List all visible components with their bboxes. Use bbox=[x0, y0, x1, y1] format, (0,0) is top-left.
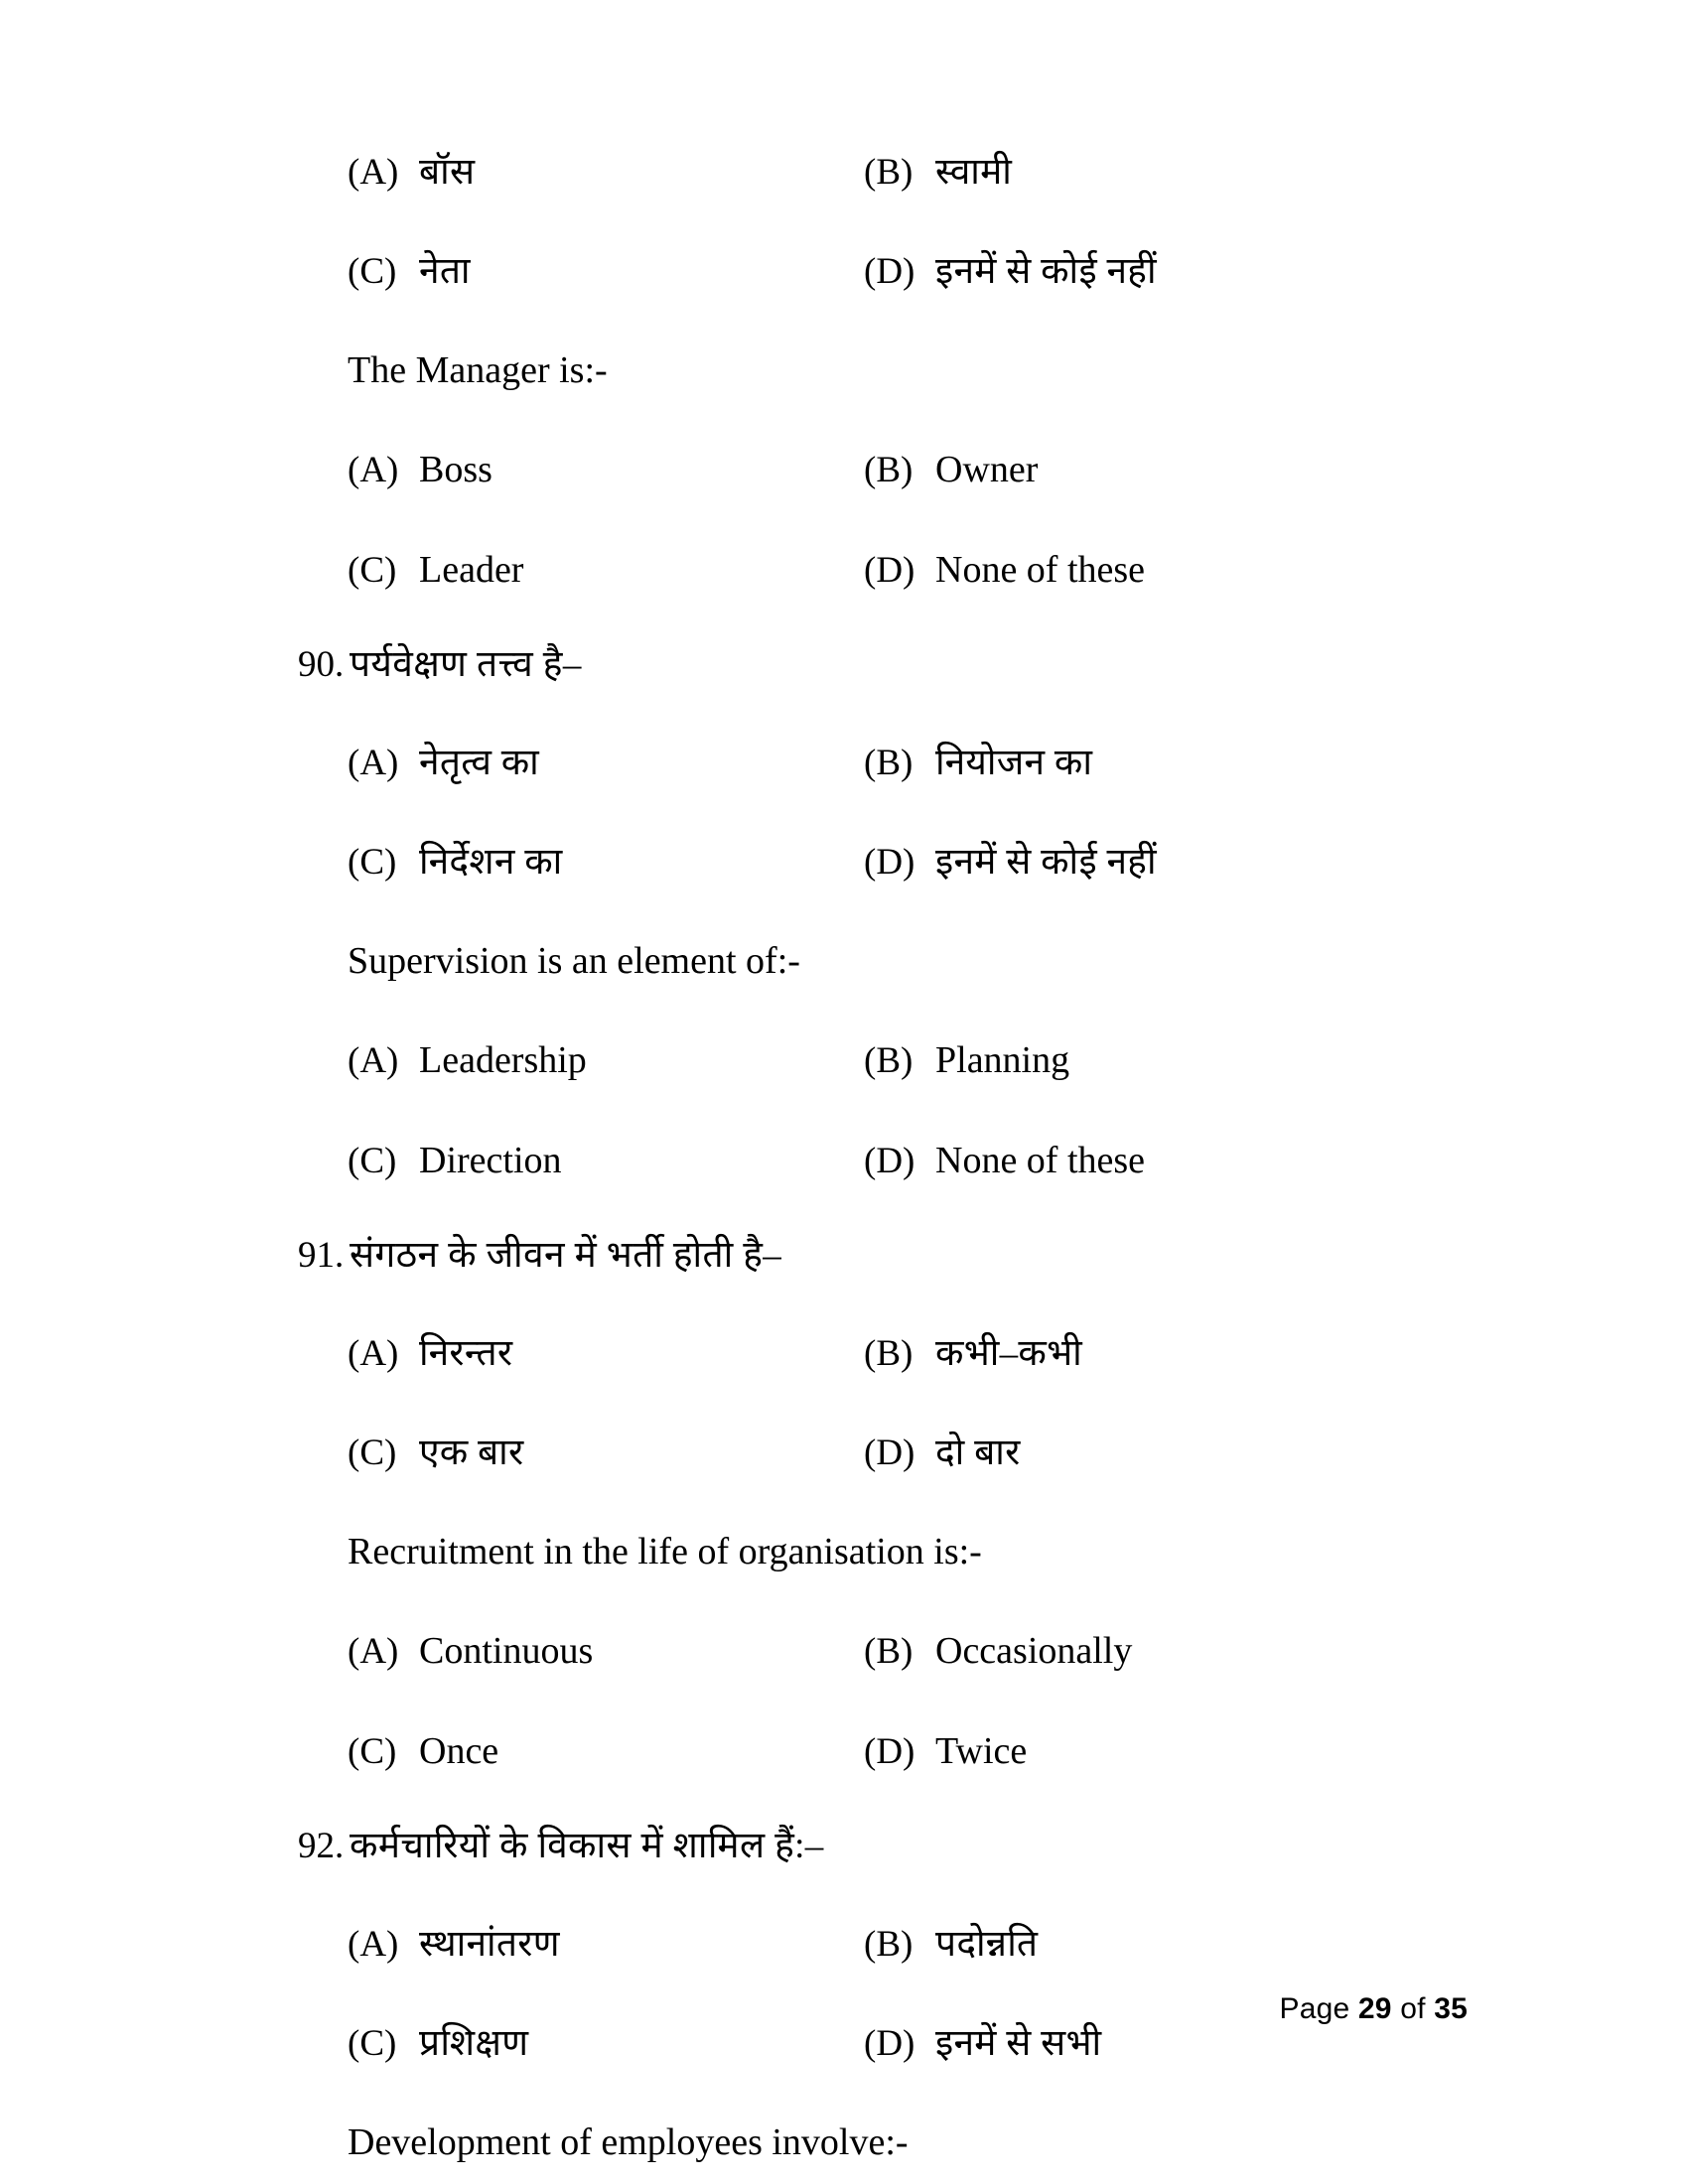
option-c-letter: (C) bbox=[348, 2023, 397, 2064]
footer-current-page: 29 bbox=[1357, 1992, 1392, 2025]
question-text-hindi: पर्यवेक्षण तत्त्व है– bbox=[350, 644, 582, 685]
option-c[interactable] bbox=[348, 2025, 864, 2062]
option-d-letter: (D) bbox=[864, 1731, 915, 1772]
option-d-letter: (D) bbox=[864, 550, 915, 591]
hindi-options-row-cd bbox=[298, 844, 1470, 881]
question-number: 90. bbox=[298, 644, 345, 685]
option-d-text: दो बार bbox=[935, 1433, 1021, 1473]
option-b-letter: (B) bbox=[864, 1333, 914, 1374]
spacer bbox=[298, 1079, 1470, 1142]
option-a-letter: (A) bbox=[348, 1924, 399, 1965]
spacer bbox=[298, 2062, 1470, 2123]
option-c-text: प्रशिक्षण bbox=[419, 2023, 529, 2064]
spacer bbox=[298, 1670, 1470, 1732]
option-d-letter: (D) bbox=[864, 1141, 915, 1181]
option-b-text: कभी–कभी bbox=[935, 1333, 1083, 1374]
option-d-text: None of these bbox=[935, 1140, 1146, 1181]
english-options-row-ab bbox=[298, 451, 1470, 488]
option-a[interactable] bbox=[348, 1632, 864, 1670]
option-b[interactable] bbox=[864, 745, 1380, 781]
option-a[interactable] bbox=[348, 451, 864, 488]
spacer bbox=[298, 781, 1470, 844]
spacer bbox=[298, 290, 1470, 351]
option-a[interactable] bbox=[348, 1926, 864, 1963]
option-b-text: नियोजन का bbox=[935, 743, 1093, 783]
option-b-text: Occasionally bbox=[935, 1630, 1133, 1672]
spacer bbox=[298, 1864, 1470, 1926]
question-text-hindi: संगठन के जीवन में भर्ती होती है– bbox=[350, 1235, 782, 1276]
hindi-options-row-ab bbox=[298, 1926, 1470, 1963]
option-c[interactable] bbox=[348, 1732, 864, 1770]
question-stem-hindi bbox=[298, 1828, 1470, 1864]
option-b-text: पदोन्नति bbox=[935, 1924, 1039, 1965]
option-c[interactable] bbox=[348, 253, 864, 290]
spacer bbox=[298, 1770, 1470, 1828]
option-b[interactable] bbox=[864, 1926, 1380, 1963]
english-stem: Supervision is an element of:- bbox=[348, 940, 800, 982]
page-footer bbox=[1280, 1992, 1469, 2026]
option-a-text: स्थानांतरण bbox=[419, 1924, 560, 1965]
question-stem-hindi bbox=[298, 1237, 1470, 1274]
option-d[interactable] bbox=[864, 844, 1380, 881]
option-a-letter: (A) bbox=[348, 1631, 399, 1672]
question-list bbox=[298, 154, 1470, 2161]
option-a-text: बॉस bbox=[419, 152, 476, 193]
question-block-continued bbox=[298, 154, 1470, 589]
option-c-text: एक बार bbox=[419, 1433, 524, 1473]
option-c-letter: (C) bbox=[348, 1433, 397, 1473]
option-c-letter: (C) bbox=[348, 550, 397, 591]
hindi-options-row-ab bbox=[298, 1335, 1470, 1372]
option-a-letter: (A) bbox=[348, 1040, 399, 1081]
question-stem-hindi bbox=[298, 646, 1470, 683]
option-c-letter: (C) bbox=[348, 1141, 397, 1181]
spacer bbox=[298, 1471, 1470, 1533]
english-options-row-cd bbox=[298, 551, 1470, 589]
question-number: 92. bbox=[298, 1826, 345, 1866]
option-c[interactable] bbox=[348, 844, 864, 881]
option-b-text: स्वामी bbox=[935, 152, 1013, 193]
option-b[interactable] bbox=[864, 1335, 1380, 1372]
footer-total-pages: 35 bbox=[1434, 1992, 1468, 2025]
option-a-text: Leadership bbox=[419, 1039, 587, 1081]
option-d-text: इनमें से कोई नहीं bbox=[935, 251, 1157, 292]
option-b-letter: (B) bbox=[864, 1924, 914, 1965]
spacer bbox=[298, 1274, 1470, 1335]
english-options-row-cd bbox=[298, 1732, 1470, 1770]
option-c[interactable] bbox=[348, 551, 864, 589]
option-a[interactable] bbox=[348, 154, 864, 191]
option-b[interactable] bbox=[864, 1632, 1380, 1670]
spacer bbox=[298, 191, 1470, 253]
english-options-row-ab bbox=[298, 1041, 1470, 1079]
hindi-options-row-cd bbox=[298, 2025, 1470, 2062]
option-a-text: Boss bbox=[419, 449, 492, 490]
option-b-letter: (B) bbox=[864, 1040, 914, 1081]
option-b-letter: (B) bbox=[864, 743, 914, 783]
option-d-letter: (D) bbox=[864, 842, 915, 883]
option-d-letter: (D) bbox=[864, 251, 915, 292]
option-d[interactable] bbox=[864, 2025, 1380, 2062]
question-block-91 bbox=[298, 1237, 1470, 1770]
option-d[interactable] bbox=[864, 253, 1380, 290]
option-b-text: Owner bbox=[935, 449, 1039, 490]
option-d-letter: (D) bbox=[864, 2023, 915, 2064]
option-c-text: Once bbox=[419, 1730, 499, 1772]
option-c-text: Direction bbox=[419, 1140, 562, 1181]
question-block-90 bbox=[298, 646, 1470, 1179]
question-text-hindi: कर्मचारियों के विकास में शामिल हैं:– bbox=[350, 1826, 824, 1866]
option-d[interactable] bbox=[864, 1434, 1380, 1471]
spacer bbox=[298, 1179, 1470, 1237]
spacer bbox=[298, 389, 1470, 451]
option-a[interactable] bbox=[348, 1335, 864, 1372]
spacer bbox=[298, 683, 1470, 745]
option-b[interactable] bbox=[864, 1041, 1380, 1079]
footer-page-label: Page bbox=[1279, 1992, 1350, 2025]
spacer bbox=[298, 488, 1470, 551]
hindi-options-row-ab bbox=[298, 745, 1470, 781]
option-d-text: None of these bbox=[935, 549, 1146, 591]
option-a[interactable] bbox=[348, 1041, 864, 1079]
option-b[interactable] bbox=[864, 451, 1380, 488]
hindi-options-row-cd bbox=[298, 253, 1470, 290]
option-b[interactable] bbox=[864, 154, 1380, 191]
hindi-options-row-ab bbox=[298, 154, 1470, 191]
option-c[interactable] bbox=[348, 1434, 864, 1471]
option-a-letter: (A) bbox=[348, 1333, 399, 1374]
option-b-letter: (B) bbox=[864, 152, 914, 193]
option-c-text: नेता bbox=[419, 251, 471, 292]
spacer bbox=[298, 1570, 1470, 1632]
option-b-letter: (B) bbox=[864, 450, 914, 490]
option-c-letter: (C) bbox=[348, 842, 397, 883]
option-d-text: Twice bbox=[935, 1730, 1028, 1772]
spacer bbox=[298, 589, 1470, 646]
option-a-text: निरन्तर bbox=[419, 1333, 513, 1374]
option-d[interactable] bbox=[864, 1732, 1380, 1770]
option-c-letter: (C) bbox=[348, 251, 397, 292]
option-a-text: नेतृत्व का bbox=[419, 743, 540, 783]
option-d[interactable] bbox=[864, 1142, 1380, 1179]
option-a[interactable] bbox=[348, 745, 864, 781]
english-stem: Recruitment in the life of organisation is:- bbox=[348, 1531, 982, 1572]
option-c-text: निर्देशन का bbox=[419, 842, 563, 883]
option-c-text: Leader bbox=[419, 549, 524, 591]
option-a-letter: (A) bbox=[348, 743, 399, 783]
english-options-row-ab bbox=[298, 1632, 1470, 1670]
option-d[interactable] bbox=[864, 551, 1380, 589]
hindi-options-row-cd bbox=[298, 1434, 1470, 1471]
option-d-text: इनमें से कोई नहीं bbox=[935, 842, 1157, 883]
english-stem: Development of employees involve:- bbox=[348, 2121, 909, 2163]
option-c-letter: (C) bbox=[348, 1731, 397, 1772]
option-b-letter: (B) bbox=[864, 1631, 914, 1672]
option-a-letter: (A) bbox=[348, 450, 399, 490]
english-stem: The Manager is:- bbox=[348, 349, 608, 391]
spacer bbox=[298, 881, 1470, 942]
footer-of-label: of bbox=[1400, 1992, 1426, 2025]
spacer bbox=[298, 1372, 1470, 1434]
option-b-text: Planning bbox=[935, 1039, 1070, 1081]
option-c[interactable] bbox=[348, 1142, 864, 1179]
question-number: 91. bbox=[298, 1235, 345, 1276]
english-options-row-cd bbox=[298, 1142, 1470, 1179]
option-a-letter: (A) bbox=[348, 152, 399, 193]
option-d-text: इनमें से सभी bbox=[935, 2023, 1102, 2064]
option-a-text: Continuous bbox=[419, 1630, 594, 1672]
option-d-letter: (D) bbox=[864, 1433, 915, 1473]
spacer bbox=[298, 980, 1470, 1041]
